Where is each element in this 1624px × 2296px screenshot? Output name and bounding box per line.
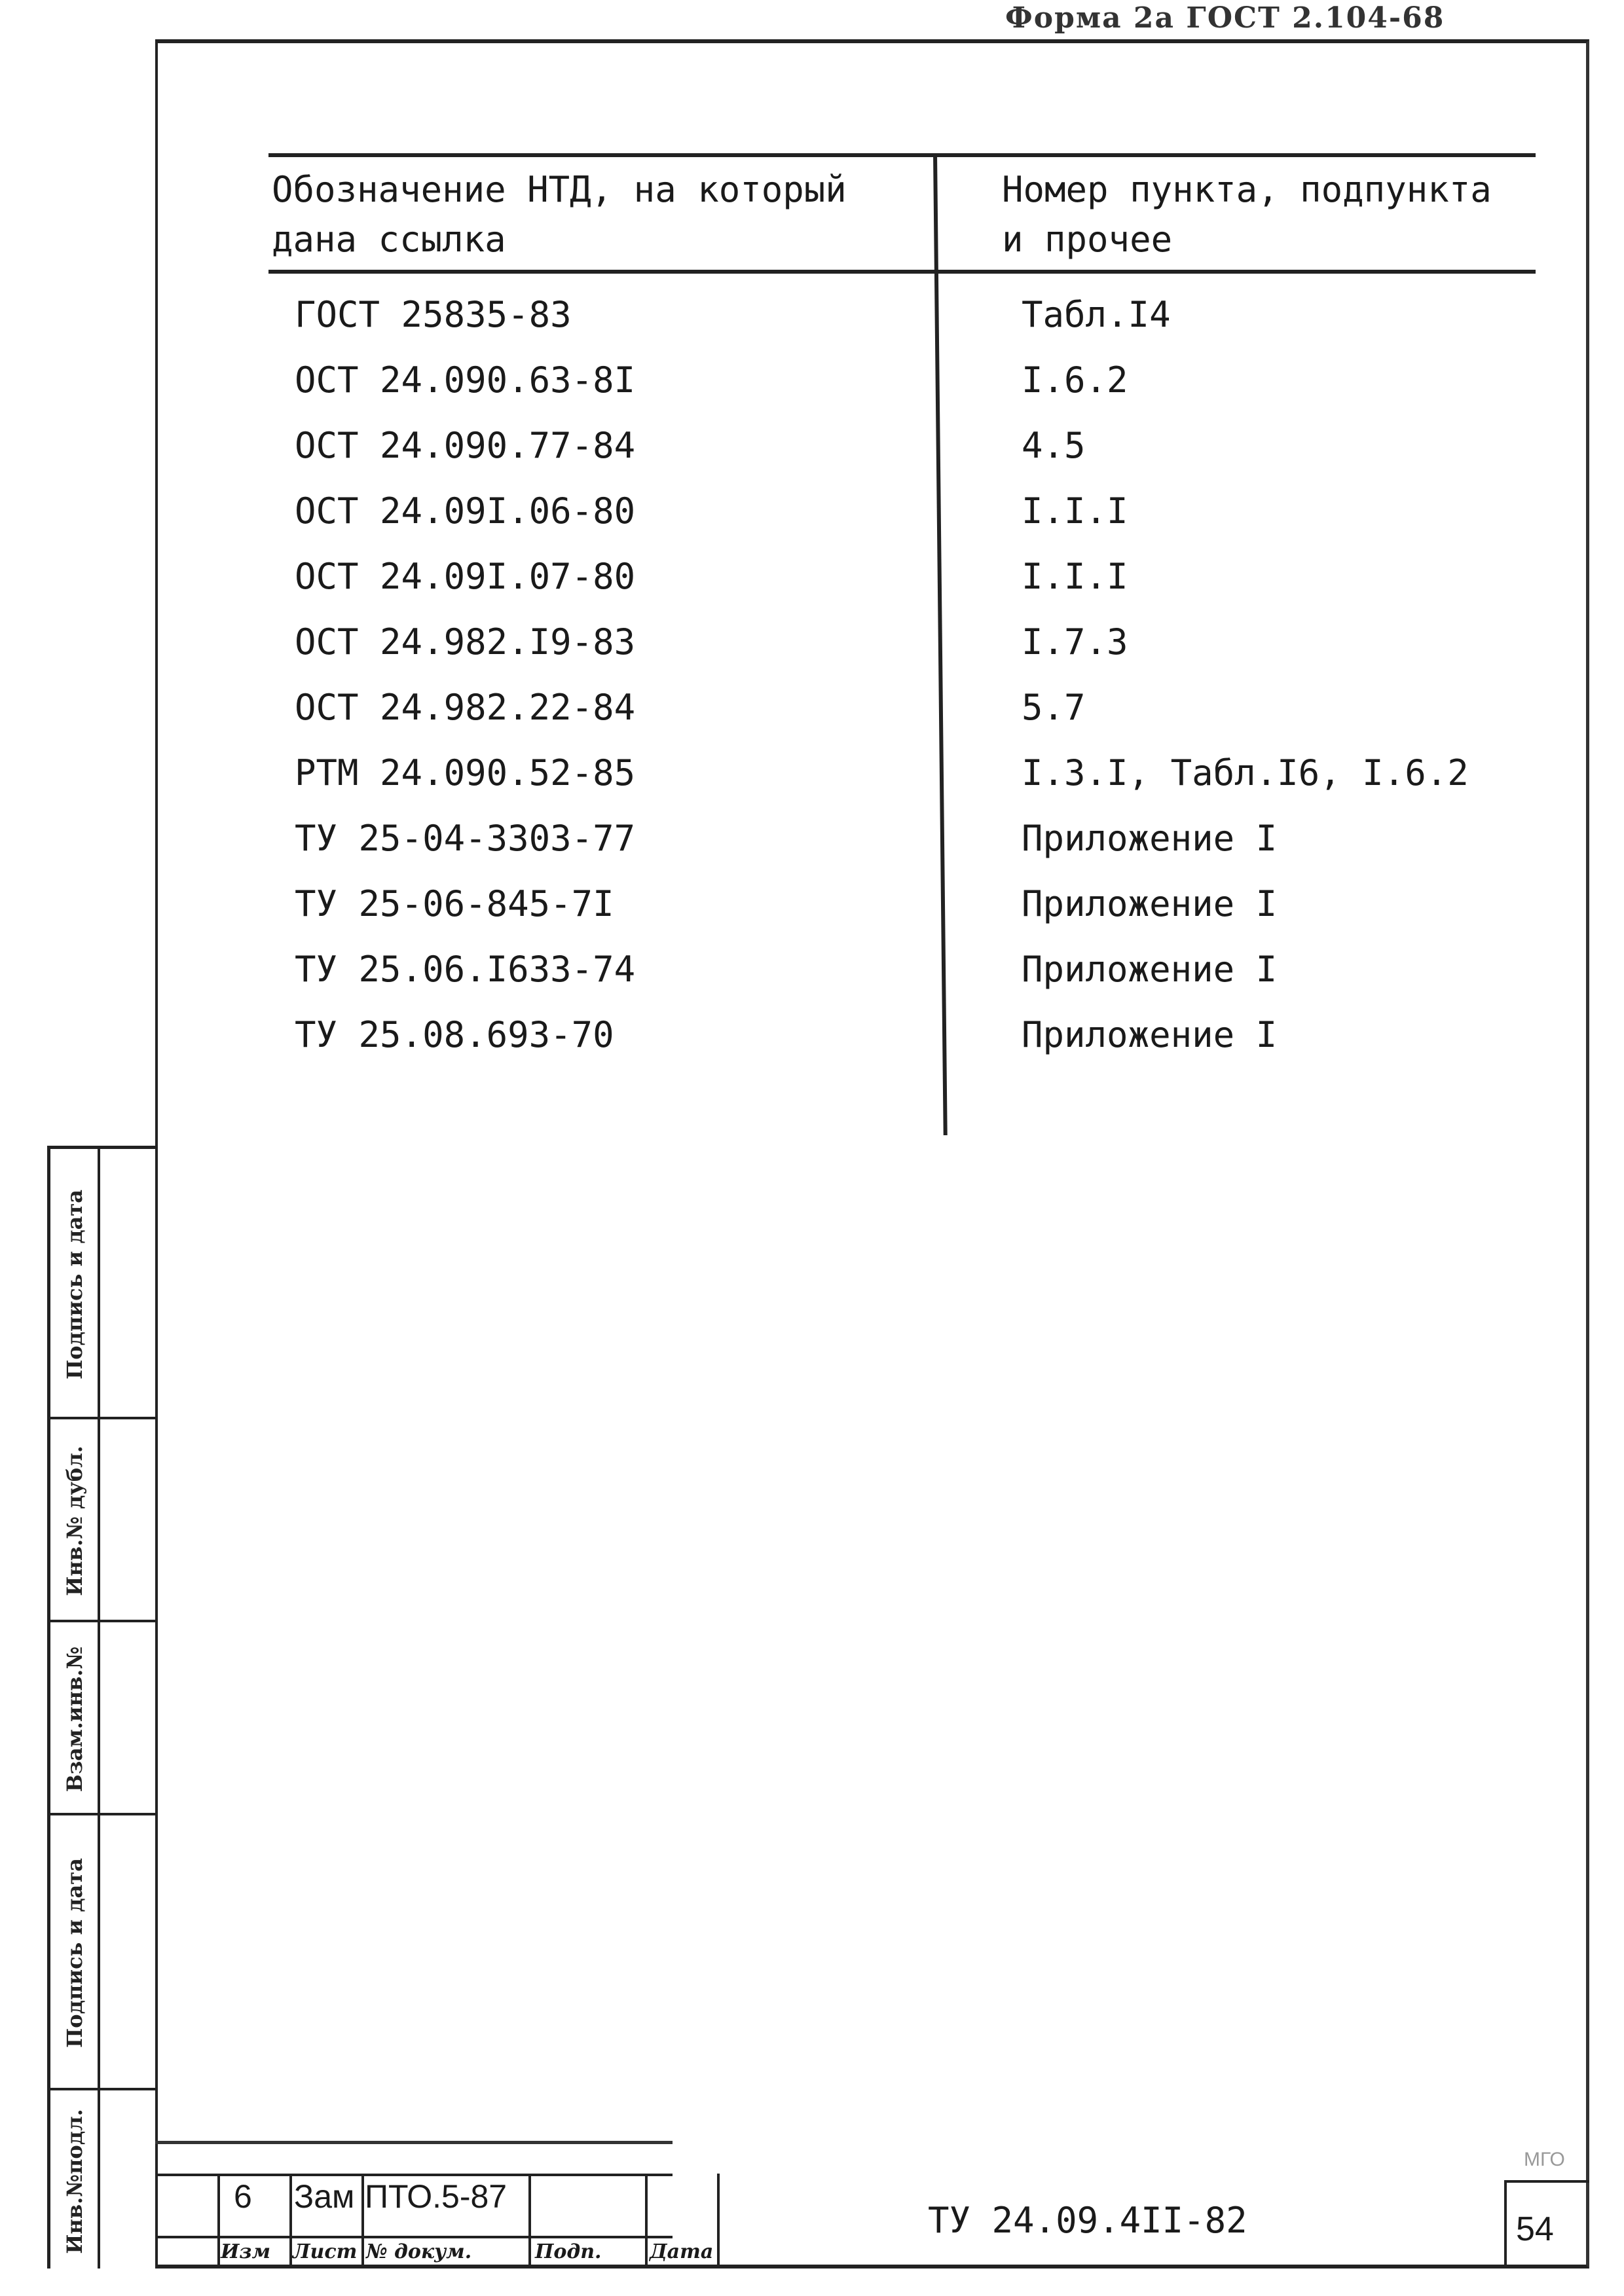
item-reference: I.6.2 <box>1022 359 1128 401</box>
cell-right-edge <box>717 2174 720 2269</box>
ntd-designation: ТУ 25.06.I633-74 <box>295 949 636 990</box>
table-row <box>268 348 1536 413</box>
table-row <box>268 479 1536 544</box>
ntd-designation: ТУ 25.08.693-70 <box>295 1014 614 1055</box>
title-block-top-rule <box>155 2141 673 2144</box>
table-top-rule <box>268 153 1536 157</box>
ntd-designation: ОСТ 24.982.22-84 <box>295 687 636 728</box>
ntd-designation: ОСТ 24.090.77-84 <box>295 425 636 466</box>
table-row <box>268 740 1536 806</box>
strip-label: Инв.№подл. <box>62 2108 88 2254</box>
strip-label: Взам.инв.№ <box>62 1646 88 1792</box>
column-header-item: Номер пункта, подпункта и прочее <box>1002 169 1492 260</box>
document-designation: ТУ 24.09.4II-82 <box>928 2200 1247 2241</box>
strip-label: Подпись и дата <box>62 1189 88 1379</box>
table-row <box>268 871 1536 937</box>
ntd-designation: ОСТ 24.09I.07-80 <box>295 556 636 597</box>
ntd-designation: ТУ 25-04-3303-77 <box>295 818 636 859</box>
ntd-designation: ОСТ 24.09I.06-80 <box>295 490 636 532</box>
change-document: ПТО.5-87 <box>365 2178 507 2215</box>
table-row <box>268 282 1536 348</box>
ntd-designation: ТУ 25-06-845-7I <box>295 883 614 924</box>
label-document-no: № докум. <box>366 2240 472 2263</box>
ntd-designation: РТМ 24.090.52-85 <box>295 752 636 793</box>
label-sheet: Лист <box>293 2240 358 2263</box>
item-reference: Приложение I <box>1022 883 1278 924</box>
strip-cell-signature-date-2 <box>50 1815 155 2090</box>
label-change: Изм <box>221 2240 271 2263</box>
sheet-stamp: МГО <box>1524 2149 1565 2170</box>
binding-strip <box>47 1146 155 2269</box>
strip-label: Инв.№ дубл. <box>62 1446 87 1596</box>
table-row <box>268 937 1536 1002</box>
label-signature: Подп. <box>535 2240 602 2263</box>
item-reference: Приложение I <box>1022 1014 1278 1055</box>
item-reference: I.7.3 <box>1022 621 1128 663</box>
table-row <box>268 544 1536 610</box>
change-type: Зам <box>294 2178 355 2215</box>
item-reference: 5.7 <box>1022 687 1086 728</box>
table-row <box>268 806 1536 871</box>
ntd-designation: ОСТ 24.090.63-8I <box>295 359 636 401</box>
strip-cell-replacement-no <box>50 1622 155 1815</box>
sheet-number: 54 <box>1516 2210 1554 2248</box>
table-row <box>268 675 1536 740</box>
item-reference: Приложение I <box>1022 818 1278 859</box>
strip-label: Подпись и дата <box>62 1858 88 2048</box>
title-block <box>155 2141 1589 2269</box>
table-row <box>268 1002 1536 1068</box>
column-header-ntd: Обозначение НТД, на который дана ссылка <box>272 169 847 260</box>
ntd-designation: ГОСТ 25835-83 <box>295 294 572 335</box>
form-header: Форма 2а ГОСТ 2.104-68 <box>1005 1 1445 35</box>
change-number: 6 <box>234 2178 252 2215</box>
strip-cell-original-no <box>50 2090 155 2272</box>
item-reference: Приложение I <box>1022 949 1278 990</box>
item-reference: I.3.I, Табл.I6, I.6.2 <box>1022 752 1469 793</box>
label-date: Дата <box>650 2240 714 2263</box>
ntd-designation: ОСТ 24.982.I9-83 <box>295 621 636 663</box>
reference-table <box>268 153 1536 1135</box>
table-header-rule <box>268 270 1536 274</box>
table-row <box>268 413 1536 479</box>
item-reference: I.I.I <box>1022 556 1128 597</box>
strip-cell-duplicate-no <box>50 1419 155 1622</box>
item-reference: I.I.I <box>1022 490 1128 532</box>
table-row <box>268 610 1536 675</box>
item-reference: Табл.I4 <box>1022 294 1171 335</box>
item-reference: 4.5 <box>1022 425 1086 466</box>
strip-cell-signature-date <box>50 1149 155 1419</box>
